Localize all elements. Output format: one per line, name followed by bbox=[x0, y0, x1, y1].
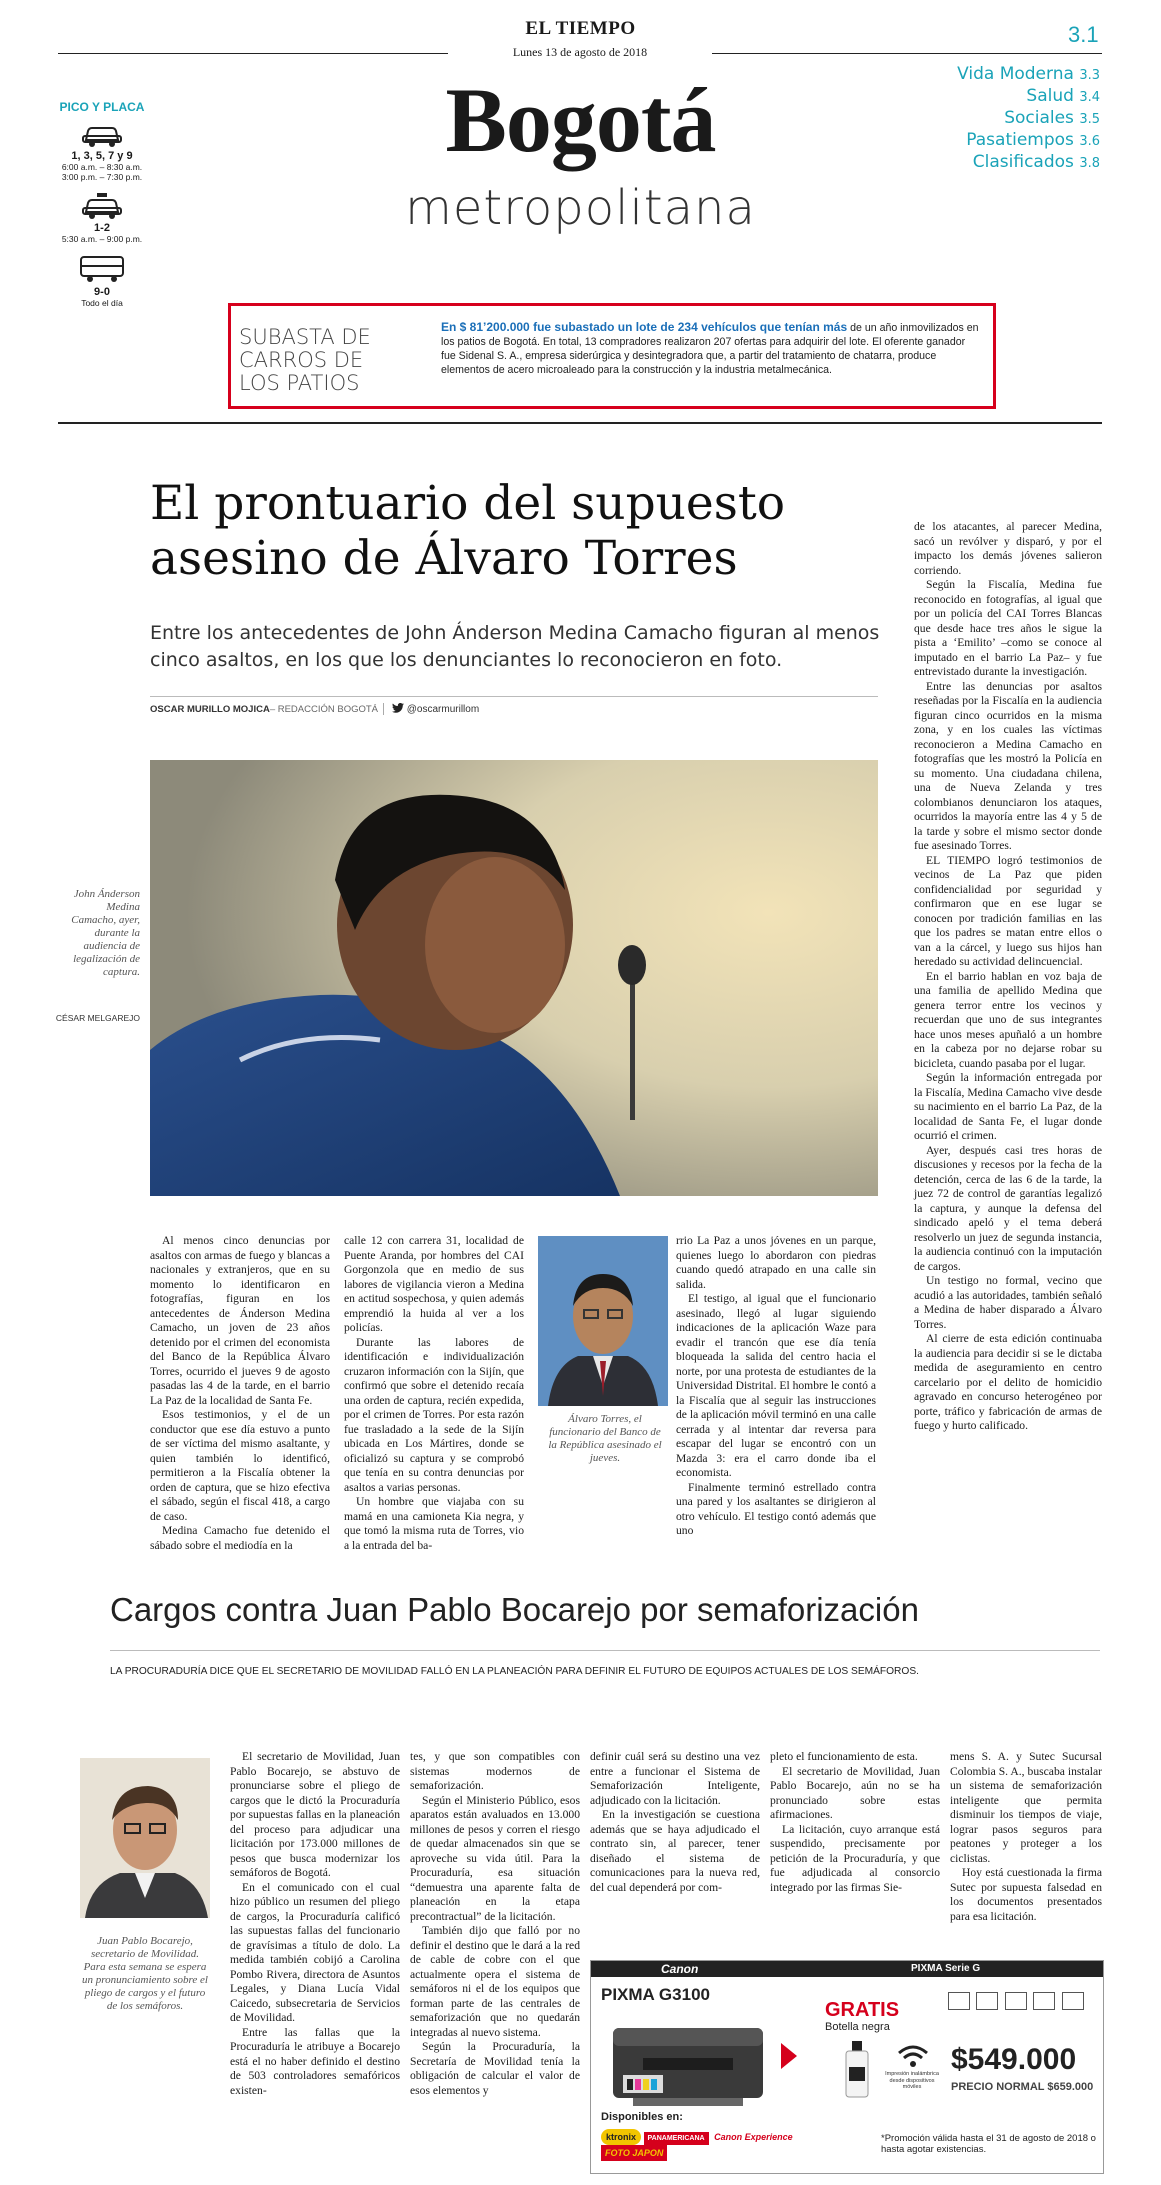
second-column-4: pleto el funcionamiento de esta. El secretario de Movilidad, Juan Pablo Bocarejo, aún no se ha pronunciado sobre estas afirmaciones. La licitación, cuyo arranque está suspendido, precisamente por petición de la Procuraduría, y que fue adjudicada al consorcio integrado por las firmas Sie- bbox=[770, 1750, 940, 1894]
index-item-vida-moderna[interactable]: Vida Moderna 3.3 bbox=[957, 64, 1100, 84]
header-left-rule bbox=[58, 53, 448, 54]
ad-gratis-sub: Botella negra bbox=[825, 2021, 890, 2033]
ad-stores bbox=[601, 2129, 861, 2161]
index-item-sociales[interactable]: Sociales 3.5 bbox=[1004, 108, 1100, 128]
pico-placa-item bbox=[52, 192, 152, 244]
pico-placa-hours: Todo el día bbox=[81, 298, 123, 308]
byline bbox=[150, 704, 378, 715]
main-photo-image bbox=[150, 760, 878, 1196]
teaser-title: SUBASTA DE CARROS DE LOS PATIOS bbox=[239, 325, 371, 395]
second-headline-rule bbox=[110, 1650, 1100, 1651]
pico-placa-item bbox=[52, 122, 152, 182]
second-photo-caption: Juan Pablo Bocarejo, secretario de Movilidad. Para esta semana se espera un pronunciamiento sobre el pliego de cargos y el futuro de los semáforos. bbox=[82, 1935, 208, 2012]
index-item-salud[interactable]: Salud 3.4 bbox=[1026, 86, 1100, 106]
byline-author: OSCAR MURILLO MOJICA bbox=[150, 704, 270, 715]
second-deck: LA PROCURADURÍA DICE QUE EL SECRETARIO DE MOVILIDAD FALLÓ EN LA PLANEACIÓN PARA DEFINIR EL FUTURO DE EQUIPOS ACTUALES DE LOS SEMÁFOROS. bbox=[110, 1666, 919, 1677]
pico-placa-item bbox=[52, 254, 152, 308]
second-column-1: El secretario de Movilidad, Juan Pablo Bocarejo, se abstuvo de pronunciarse sobre el pliego de cargos que le dictó la Procuraduría por supuestas fallas en la planeación del proceso para adjudicar una licitación por 173.000 millones de pesos que busca modernizar los semáforos de Bogotá. En el comunicado con el cual hizo público un resumen del pliego de cargos, la Procuraduría calificó las supuestas fallas del funcionario de gravísimas a título de dolo. La medida también cobijó a Carolina Pombo Rivera, directora de Asuntos Legales, y Diana Lucía Vidal Caicedo, subsecretaria de Servicios de Movilidad. Entre las fallas que la Procuraduría le atribuye a Bocarejo está el no haber definido el destino de 503 controladores semafóricos existen- bbox=[230, 1750, 400, 2097]
feature-icon bbox=[1062, 1992, 1084, 2010]
second-column-3: definir cuál será su destino una vez entre a funcionar el Sistema de Semaforización Inteligente, adjudicado con la licitación. En la investigación se cuestiona además que se haya adjudicado el contrato sin, al parecer, tener diseñado el sistema de comunicaciones para la nueva red, del cual dependerá por com- bbox=[590, 1750, 760, 1894]
ad-brand-logo: Canon bbox=[661, 1962, 699, 1976]
ad-feature-icons bbox=[947, 1991, 1097, 2016]
ad-gratis: GRATIS bbox=[825, 1999, 900, 2021]
pico-placa-plates: 1-2 bbox=[94, 222, 110, 234]
page-number: 3.1 bbox=[1068, 22, 1099, 47]
byline-rule bbox=[150, 696, 878, 697]
feature-icon bbox=[1033, 1992, 1055, 2010]
ad-available: Disponibles en: bbox=[601, 2111, 683, 2123]
article-column-3: rrio La Paz a unos jóvenes en un parque, quienes luego lo abordaron con piedras cuando quedó atrapado en una calle sin salida. El testigo, al igual que el funcionario asesinado, llegó al lugar siguiendo indicaciones de la aplicación Waze para evadir el trancón que ese día tenía bloqueada la salida del centro hacia el norte, por una protesta de estudiantes de la Universidad Distrital. El hombre le contó a la Fiscalía que al seguir las instrucciones de la aplicación móvil terminó en una calle cerrada y al intentar dar reversa para escapar del lugar se encontró con un Mazda 3: era el carro donde iba el economista. Finalmente terminó estrellado contra una pared y los asaltantes se dirigieron al otro vehículo. El testigo contó además que uno bbox=[676, 1234, 876, 1537]
pico-placa-hours: 5:30 a.m. – 9:00 p.m. bbox=[61, 234, 143, 244]
main-photo bbox=[150, 760, 878, 1196]
twitter-handle[interactable] bbox=[383, 703, 479, 715]
second-headline: Cargos contra Juan Pablo Bocarejo por semaforización bbox=[110, 1591, 919, 1628]
header-right-rule bbox=[712, 53, 1102, 54]
ad-wifi-note: Impresión inalámbrica desde dispositivos móviles bbox=[885, 2071, 939, 2090]
teaser-body: de un año inmovilizados en los patios de Bogotá. En total, 13 compradores realizaron 207 ofertas para adquirir del lote. El oferente ganador fue Sidenal S. A., empresa siderúrgica y desintegradora que, a partir del tratamiento de chatarra, produce elementos de acero microaleado para la construcción y la industria metalmecánica. bbox=[441, 322, 979, 376]
pico-placa-title: PICO Y PLACA bbox=[59, 100, 145, 114]
pico-placa-box bbox=[52, 100, 152, 308]
ink-bottle-icon bbox=[843, 2039, 871, 2099]
canon-ad[interactable] bbox=[590, 1960, 1104, 2174]
ad-promo: *Promoción válida hasta el 31 de agosto de 2018 o hasta agotar existencias. bbox=[881, 2133, 1096, 2155]
arrow-icon bbox=[779, 2041, 799, 2071]
taxi-icon bbox=[80, 192, 124, 220]
photo-caption: John Ánderson Medina Camacho, ayer, durante la audiencia de legalización de captura. bbox=[71, 888, 140, 978]
second-column-2: tes, y que son compatibles con sistemas modernos de semaforización. Según el Ministerio Público, esos aparatos están avaluados en 13.000 millones de pesos y corren el riesgo de quedar almacenados sin que se aproveche su vida útil. Para la Procuraduría, esa situación “demuestra una aparente falta de planeación en la etapa precontractual” de la licitación. También dijo que falló por no definir el destino que le dará a la red de cable de cobre con el que actualmente opera el sistema de semáforos ni el de los equipos que forman parte de las centrales de semaforización que no quedarán integradas al nuevo sistema. Según la Procuraduría, la Secretaría de Movilidad tenía la obligación de calcular el valor de esos elementos y bbox=[410, 1750, 580, 2097]
pico-placa-plates: 9-0 bbox=[94, 286, 110, 298]
photo-credit: CÉSAR MELGAREJO bbox=[55, 1013, 140, 1023]
article-column-2: calle 12 con carrera 31, localidad de Puente Aranda, por hombres del CAI Gorgonzola que en medio de sus labores de vigilancia vieron a Medina en actitud sospechosa, y quien además emprendió la huida al ver a los policías. Durante las labores de identificación e individualización cruzaron información con la Sijín, que confirmó que sobre el detenido recaía una orden de captura, recién expedida, por el crimen de Torres. Por esta razón fue trasladado a la sede de la Sijín ubicada en Los Mártires, donde se oficializó su captura y se comprobó que tenía en su contra denuncias por asaltos a varias personas. Un hombre que viajaba con su mamá en una camioneta Kia negra, y que tomó la misma ruta de Torres, vio a la entrada del ba- bbox=[344, 1234, 524, 1552]
pico-placa-hours: 6:00 a.m. – 8:30 a.m. bbox=[61, 162, 143, 172]
ad-price: $549.000 bbox=[951, 2043, 1077, 2076]
car-icon bbox=[80, 122, 124, 148]
store-logo-canon-experience: Canon Experience bbox=[714, 2132, 793, 2142]
byline-desk: – REDACCIÓN BOGOTÁ bbox=[269, 704, 379, 715]
masthead: EL TIEMPO bbox=[525, 18, 636, 39]
teaser-text bbox=[441, 320, 981, 377]
feature-icon bbox=[976, 1992, 998, 2010]
twitter-icon bbox=[392, 703, 404, 713]
ad-series: PIXMA Serie G bbox=[911, 1963, 981, 1974]
article-deck: Entre los antecedentes de John Ánderson Medina Camacho figuran al menos cinco asaltos, en los que los denunciantes lo reconocieron en foto. bbox=[150, 622, 880, 671]
printer-icon bbox=[603, 2013, 773, 2113]
feature-icon bbox=[1005, 1992, 1027, 2010]
ad-model: PIXMA G3100 bbox=[601, 1985, 710, 2004]
teaser-lead: En $ 81’200.000 fue subastado un lote de 234 vehículos que tenían más bbox=[441, 320, 848, 334]
store-logo-ktronix: ktronix bbox=[601, 2129, 641, 2145]
article-column-4: de los atacantes, al parecer Medina, sacó un revólver y disparó, y por el impacto los demás jóvenes salieron corriendo. Según la Fiscalía, Medina fue reconocido en fotografías, al igual que por un policía del CAI Torres Blancas que desde hace tres años le sigue la pista a ‘Emilito’ –como se conoce al imputado en el barrio La Paz– y fue entrevistado durante la investigación. Entre las denuncias por asaltos reseñadas por la Fiscalía en la audiencia figuran cinco ocurridos en la misma zona, y en los cuales las víctimas reconocieron a Medina Camacho en fotografías que les mostró la Policía en su momento. Una ciudadana chilena, una de Nueva Zelanda y tres colombianos denunciaron los ataques, ocurridos la mayoría entre las 4 y 5 de la tarde y sobre el mismo sector donde fue asesinado Torres. EL TIEMPO logró testimonios de vecinos de La Paz que piden confidencialidad por seguridad y confirmaron que en ese lugar se conocen por tradición familias en las que los padres se matan entre ellos o van a la cárcel, y luego sus hijos han heredado su actividad delincuencial. En el barrio hablan en voz baja de una familia de apellido Medina que genera terror entre los vecinos y recuerdan que uno de sus integrantes hace unos meses apuñaló a un hombre en la cabeza por no dejarse robar su bicicleta, cuando pasaba por el lugar. Según la información entregada por la Fiscalía, Medina Camacho vive desde su nacimiento en el barrio La Paz, de la localidad de Santa Fe, el lugar donde ocurrió el crimen. Ayer, después casi tres horas de discusiones y recesos por la fecha de la detención, cerca de las 6 de la tarde, la juez 72 de control de garantías legalizó la captura, y aunque la defensa del sindicado apeló y el tema deberá resolverlo un juez de segunda instancia, la audiencia continuó con la imputación de cargos. Un testigo no formal, vecino que acudió a las autoridades, también señaló a Medina de haber disparado a Álvaro Torres. Al cierre de esta edición continuaba la audiencia para decidir si se le dictaba medida de aseguramiento en centro carcelario por el delito de homicidio agravado en concurso heterogéneo por porte, tráfico y fabricación de armas de fuego y hurto calificado. bbox=[914, 520, 1102, 1432]
index-item-pasatiempos[interactable]: Pasatiempos 3.6 bbox=[966, 130, 1100, 150]
inset-photo bbox=[538, 1236, 668, 1406]
teaser-box[interactable] bbox=[228, 303, 996, 409]
ad-normal-price: PRECIO NORMAL $659.000 bbox=[951, 2081, 1094, 2093]
second-photo-image bbox=[80, 1758, 210, 1918]
feature-icon bbox=[948, 1992, 970, 2010]
inset-photo-caption: Álvaro Torres, el funcionario del Banco de la República asesinado el jueves. bbox=[548, 1413, 662, 1464]
pico-placa-plates: 1, 3, 5, 7 y 9 bbox=[71, 150, 133, 162]
second-photo bbox=[80, 1758, 210, 1918]
pico-placa-hours: 3:00 p.m. – 7:30 p.m. bbox=[61, 172, 143, 182]
store-logo-panamericana: PANAMERICANA bbox=[644, 2132, 709, 2145]
wifi-icon bbox=[896, 2043, 930, 2069]
store-logo-foto-japon: FOTO JAPON bbox=[601, 2145, 667, 2161]
index-item-clasificados[interactable]: Clasificados 3.8 bbox=[972, 152, 1100, 172]
header-bottom-rule bbox=[58, 422, 1102, 424]
section-title: Bogotá bbox=[445, 69, 716, 171]
twitter-handle-text: @oscarmurillom bbox=[406, 704, 480, 715]
article-headline: El prontuario del supuesto asesino de Álvaro Torres bbox=[150, 476, 786, 586]
section-subtitle: metropolitana bbox=[405, 180, 756, 236]
issue-date: Lunes 13 de agosto de 2018 bbox=[512, 45, 648, 59]
truck-icon bbox=[78, 254, 126, 284]
inset-photo-image bbox=[538, 1236, 668, 1406]
second-column-5: mens S. A. y Sutec Sucursal Colombia S. A., buscaba instalar un sistema de semaforización inteligente que permita disminuir los tiempos de viaje, lograr pasos seguros para peatones y proteger a los ciclistas. Hoy está cuestionada la firma Sutec por supuesta falsedad en los documentos presentados para esa licitación. bbox=[950, 1750, 1102, 1923]
article-column-1: Al menos cinco denuncias por asaltos con armas de fuego y blancas a nacionales y extranjeros, que en su momento lo identificaron en fotografías, figuran en los antecedentes de Ánderson Medina Camacho, un joven de 23 años detenido por el crimen del economista del Banco de la República Álvaro Torres, ocurrido el jueves 9 de agosto pasadas las 4 de la tarde, en el barrio La Paz de la localidad de Santa Fe. Esos testimonios, y el de un conductor que ese día estuvo a punto de ser víctima del mismo asaltante, y quien también lo identificó, permitieron a la Fiscalía obtener la orden de captura, que se hizo efectiva el sábado, según el fiscal 418, a cargo de caso. Medina Camacho fue detenido el sábado sobre el mediodía en la bbox=[150, 1234, 330, 1552]
section-index bbox=[900, 64, 1100, 174]
